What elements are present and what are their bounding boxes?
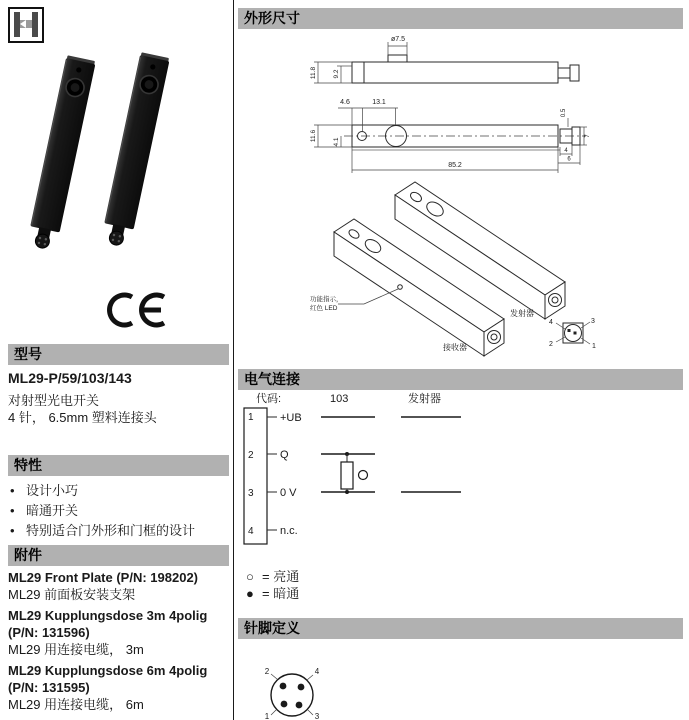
pin-label-1: +UB xyxy=(280,412,302,424)
accessories-list xyxy=(8,569,226,717)
feature-item xyxy=(8,521,226,541)
pin-no-2: 2 xyxy=(248,450,254,461)
product-photo xyxy=(28,40,218,296)
emitter-label: 发射器 xyxy=(510,309,534,318)
filled-circle-icon: ● xyxy=(246,586,254,601)
model-desc-2: 4 针， 6.5mm 塑料连接头 xyxy=(8,410,157,425)
accessory-desc: ML29 用连接电缆， 6m xyxy=(8,697,144,712)
ce-mark-icon xyxy=(98,291,168,329)
accessory-title: ML29 Front Plate (P/N: 198202) xyxy=(8,570,198,585)
dim-len: 85.2 xyxy=(448,162,462,169)
dim-w131: 13.1 xyxy=(372,99,386,106)
round-pin-3: 3 xyxy=(314,712,320,720)
accessory-title: ML29 Kupplungsdose 3m 4polig (P/N: 131596) xyxy=(8,608,208,640)
pin-label-2: Q xyxy=(280,449,289,461)
connector-face-diagram xyxy=(549,318,596,350)
section-header-dimensions: 外形尺寸 xyxy=(238,8,683,29)
bullet-icon: • xyxy=(10,483,15,498)
round-pin-1: 1 xyxy=(264,712,270,720)
legend-dark-on xyxy=(246,585,299,602)
pin-no-3: 3 xyxy=(248,488,254,499)
round-connector-pinout xyxy=(258,660,348,720)
pin-label-4: n.c. xyxy=(280,525,298,537)
light-on-indicator-icon xyxy=(359,471,368,480)
through-beam-sensor-icon xyxy=(8,7,44,43)
accessory-title: ML29 Kupplungsdose 6m 4polig (P/N: 131595) xyxy=(8,663,208,695)
section-header-model: 型号 xyxy=(8,344,229,365)
code-value: 103 xyxy=(330,393,349,405)
dim-c7: 7 xyxy=(585,134,591,138)
dim-c4: 4 xyxy=(564,148,568,154)
features-list xyxy=(8,481,226,541)
sensor-bar-left xyxy=(28,55,96,251)
legend-light-on xyxy=(246,568,299,585)
section-header-pin-definition: 针脚定义 xyxy=(238,618,683,639)
feature-item xyxy=(8,481,226,501)
electrical-diagram xyxy=(238,392,689,552)
dim-c05: 0.5 xyxy=(561,108,567,118)
legend-text: = 亮通 xyxy=(262,569,300,584)
dim-dia: ø7.5 xyxy=(390,36,406,43)
sensor-bar-right xyxy=(100,52,170,248)
dim-h118: 11.8 xyxy=(310,66,317,80)
section-header-electrical: 电气连接 xyxy=(238,369,683,390)
dimension-drawing xyxy=(238,32,689,364)
pin-label-3: 0 V xyxy=(280,487,297,499)
sq-pin-3: 3 xyxy=(591,318,595,325)
model-desc-1: 对射型光电开关 xyxy=(8,393,100,408)
model-number: ML29-P/59/103/143 xyxy=(8,370,132,386)
led-label-line1: 功能指示， xyxy=(310,296,343,303)
led-label-line2: 红色 LED xyxy=(310,305,338,312)
code-label: 代码: xyxy=(256,393,282,405)
feature-text: 设计小巧 xyxy=(26,483,79,498)
dim-h116: 11.6 xyxy=(310,129,317,143)
round-pin-4: 4 xyxy=(314,667,320,676)
emitter-column-label: 发射器 xyxy=(408,393,441,405)
accessory-desc: ML29 前面板安装支架 xyxy=(8,587,136,602)
pin-no-4: 4 xyxy=(248,526,254,537)
sq-pin-1: 1 xyxy=(592,343,596,350)
switching-legend xyxy=(246,568,299,602)
accessory-desc: ML29 用连接电缆， 3m xyxy=(8,642,144,657)
dim-w46: 4.6 xyxy=(340,99,350,106)
feature-item xyxy=(8,501,226,521)
accessory-item xyxy=(8,569,226,604)
pin-no-1: 1 xyxy=(248,412,254,423)
sq-pin-2: 2 xyxy=(549,341,553,348)
bullet-icon: • xyxy=(10,523,15,538)
section-header-accessories: 附件 xyxy=(8,545,229,566)
round-pin-2: 2 xyxy=(264,667,270,676)
legend-text: = 暗通 xyxy=(262,586,300,601)
dim-h41: 4.1 xyxy=(333,137,340,147)
open-circle-icon: ○ xyxy=(246,569,254,584)
column-divider xyxy=(233,0,234,720)
accessory-item xyxy=(8,607,226,659)
dim-h92: 9.2 xyxy=(333,69,340,79)
sq-pin-4: 4 xyxy=(549,319,553,326)
section-header-features: 特性 xyxy=(8,455,229,476)
receiver-label: 接收器 xyxy=(443,343,467,352)
dim-c6: 6 xyxy=(567,156,571,163)
bullet-icon: • xyxy=(10,503,15,518)
feature-text: 特别适合门外形和门框的设计 xyxy=(26,523,196,538)
accessory-item xyxy=(8,662,226,714)
feature-text: 暗通开关 xyxy=(26,503,79,518)
